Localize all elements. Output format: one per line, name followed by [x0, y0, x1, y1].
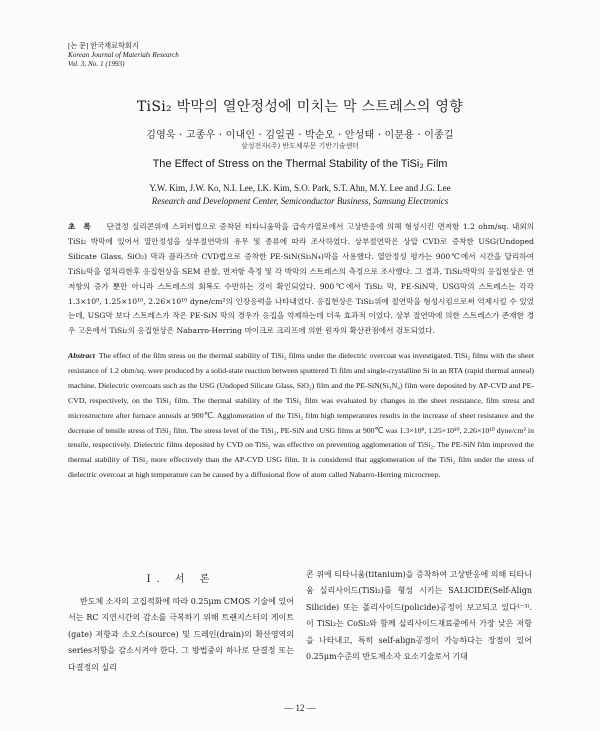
abstract-ko: [68, 220, 534, 339]
intro-right-text: 콘 위에 티타니움(titanium)을 증착하여 고상반응에 의해 티타니움 실리사이드(TiSi₂)를 형성 시키는 SALICIDE(Self-Align Silicide) 또는 폴리사이드(policide)공정이 보고되고 있다¹⁻³⁾. 이 TiSi₂는 CoSi₂와 함께 실리사이드재료중에서 가장 낮은 저항을 나타내고, 특히 self-align공정이 가능하다는 장점이 있어 0.25μm수준의 반도체소자 요소기술로서 기대: [306, 570, 532, 662]
authors-en: Y.W. Kim, J.W. Ko, N.I. Lee, I.K. Kim, S.O. Park, S.T. Ahn, M.Y. Lee and J.G. Lee: [149, 183, 451, 193]
journal-name-en: Korean Journal of Materials Research: [68, 51, 179, 59]
abstract-ko-keyword: 초록: [68, 222, 99, 231]
authors-ko: 김영욱 · 고종우 · 이내인 · 김일권 · 박순오 · 안성태 · 이문용 · 이종길: [146, 130, 454, 141]
section-title: I. 서 론: [146, 574, 216, 585]
intro-left-column: [68, 570, 294, 676]
abstract-en-text: The effect of the film stress on the thermal stability of TiSi₂ films under the dielectric overcoat was investigated. TiSi₂ films with the sheet resistance of 1.2 ohm/sq. were produced by a solid-state reaction between sputtered Ti film and single-crystalline Si in an RTA (rapid thermal anneal) machine. Dielectric overcoats such as the USG (Undoped Silicate Glass, SiO₂) film and the PE-SiN(Si₃N₄) film were deposited by AP-CVD and PE-CVD, respectively, on the TiSi₂ film. The thermal stability of the TiSi₂ film was evaluated by changes in the sheet resistance, film stress and microstructure after furnace anneals at 900℃. Agglomeration of the TiSi₂ film high temperatures results in the increase of sheet resistance and the decrease of tensile stress of TiSi₂ film. The stress level of the TiSi₂, PE-SiN and USG films at 900℃ was 1.3×10⁹, 1.25×10¹⁰, 2.26×10¹⁰ dyne/cm² in tensile, respectively. Dielectric films deposited by CVD on TiSi₂ was effective on preventing agglomeration of TiSi₂. The PE-SiN film improved the thermal stability of TiSi₂ more effectively than the AP-CVD USG film. It is considered that agglomeration of the TiSi₂ film under the stress of dielectric overcoat at high temperature can be caused by a diffusional flow of atom called Nabarro-Herring microcreep.: [68, 351, 534, 480]
journal-name-ko: [논 문] 한국재료학회지: [68, 42, 139, 50]
journal-header: [68, 42, 179, 69]
intro-left-text: 반도체 소자의 고집적화에 따라 0.25μm CMOS 기술에 있어서는 RC 지연시간의 감소를 극복하기 위해 트랜지스터의 게이트(gate) 저항과 소오스(source) 및 드레인(drain)의 확산영역의 series저항을 감소시켜야 한다. 그 방법중의 하나로 단결정 또는 다결정의 실리: [68, 597, 294, 672]
paper-title-en: The Effect of Stress on the Thermal Stability of the TiSi₂ Film: [152, 158, 448, 170]
affiliation-en: Research and Development Center, Semiconductor Business, Samsung Electronics: [151, 196, 449, 206]
paper-title-ko: TiSi₂ 박막의 열안정성에 미치는 막 스트레스의 영향: [136, 99, 464, 115]
abstract-ko-text: 단결정 실리콘위에 스퍼터법으로 증착된 티타니움막을 급속가열로에서 고상반응에 의해 형성시킨 면저항 1.2 ohm/sq. 내외의 TiSi₂ 박막에 있어서 열안정성을 상부절연막의 유무 및 종류에 따라 조사하였다. 상부절연막은 상압 CVD로 증착한 USG(Undoped Silicate Glass, SiO₂) 막과 플라즈마 CVD법으로 증착한 PE-SiN(Si₃N₄)막을 사용했다. 열안정성 평가는 900℃에서 시간을 달리하여 TiSi₂막을 열처리한후 응집현상을 SEM 관찰, 면저항 측정 및 각 박막의 스트레스의 측정으로 조사했다. 그 결과, TiSi₂박막의 응집현상은 면저항의 증가 뿐만 아니라 스트레스의 회복도 수반하는 것이 확인되었다. 900℃에서 TiSi₂ 막, PE-SiN막, USG막의 스트레스는 각각 1.3×10⁹, 1.25×10¹⁰, 2.26×10¹⁰ dyne/cm²의 인장응력을 나타내었다. 응집현상은 TiSi₂위에 절연막을 형성시킴으로써 억제시킬 수 있었는데, USG막 보다 스트레스가 작은 PE-SiN 막의 경우가 응집을 억제하는데 더욱 효과적 이었다. 상부 절연막에 의한 스트레스가 존재한 경우 고온에서 TiSi₂의 응집현상은 Nabarro-Herring 마이크로 크리프에 의한 원자의 확산관점에서 검토되었다.: [68, 222, 534, 336]
abstract-en-keyword: Abstract: [68, 351, 95, 360]
page-number: — 12 —: [284, 703, 316, 713]
journal-volume: Vol. 3, No. 1 (1993): [68, 60, 125, 68]
affiliation-ko: 삼성전자(주) 반도체부문 기반기술센터: [240, 142, 360, 150]
abstract-en: [68, 349, 534, 483]
